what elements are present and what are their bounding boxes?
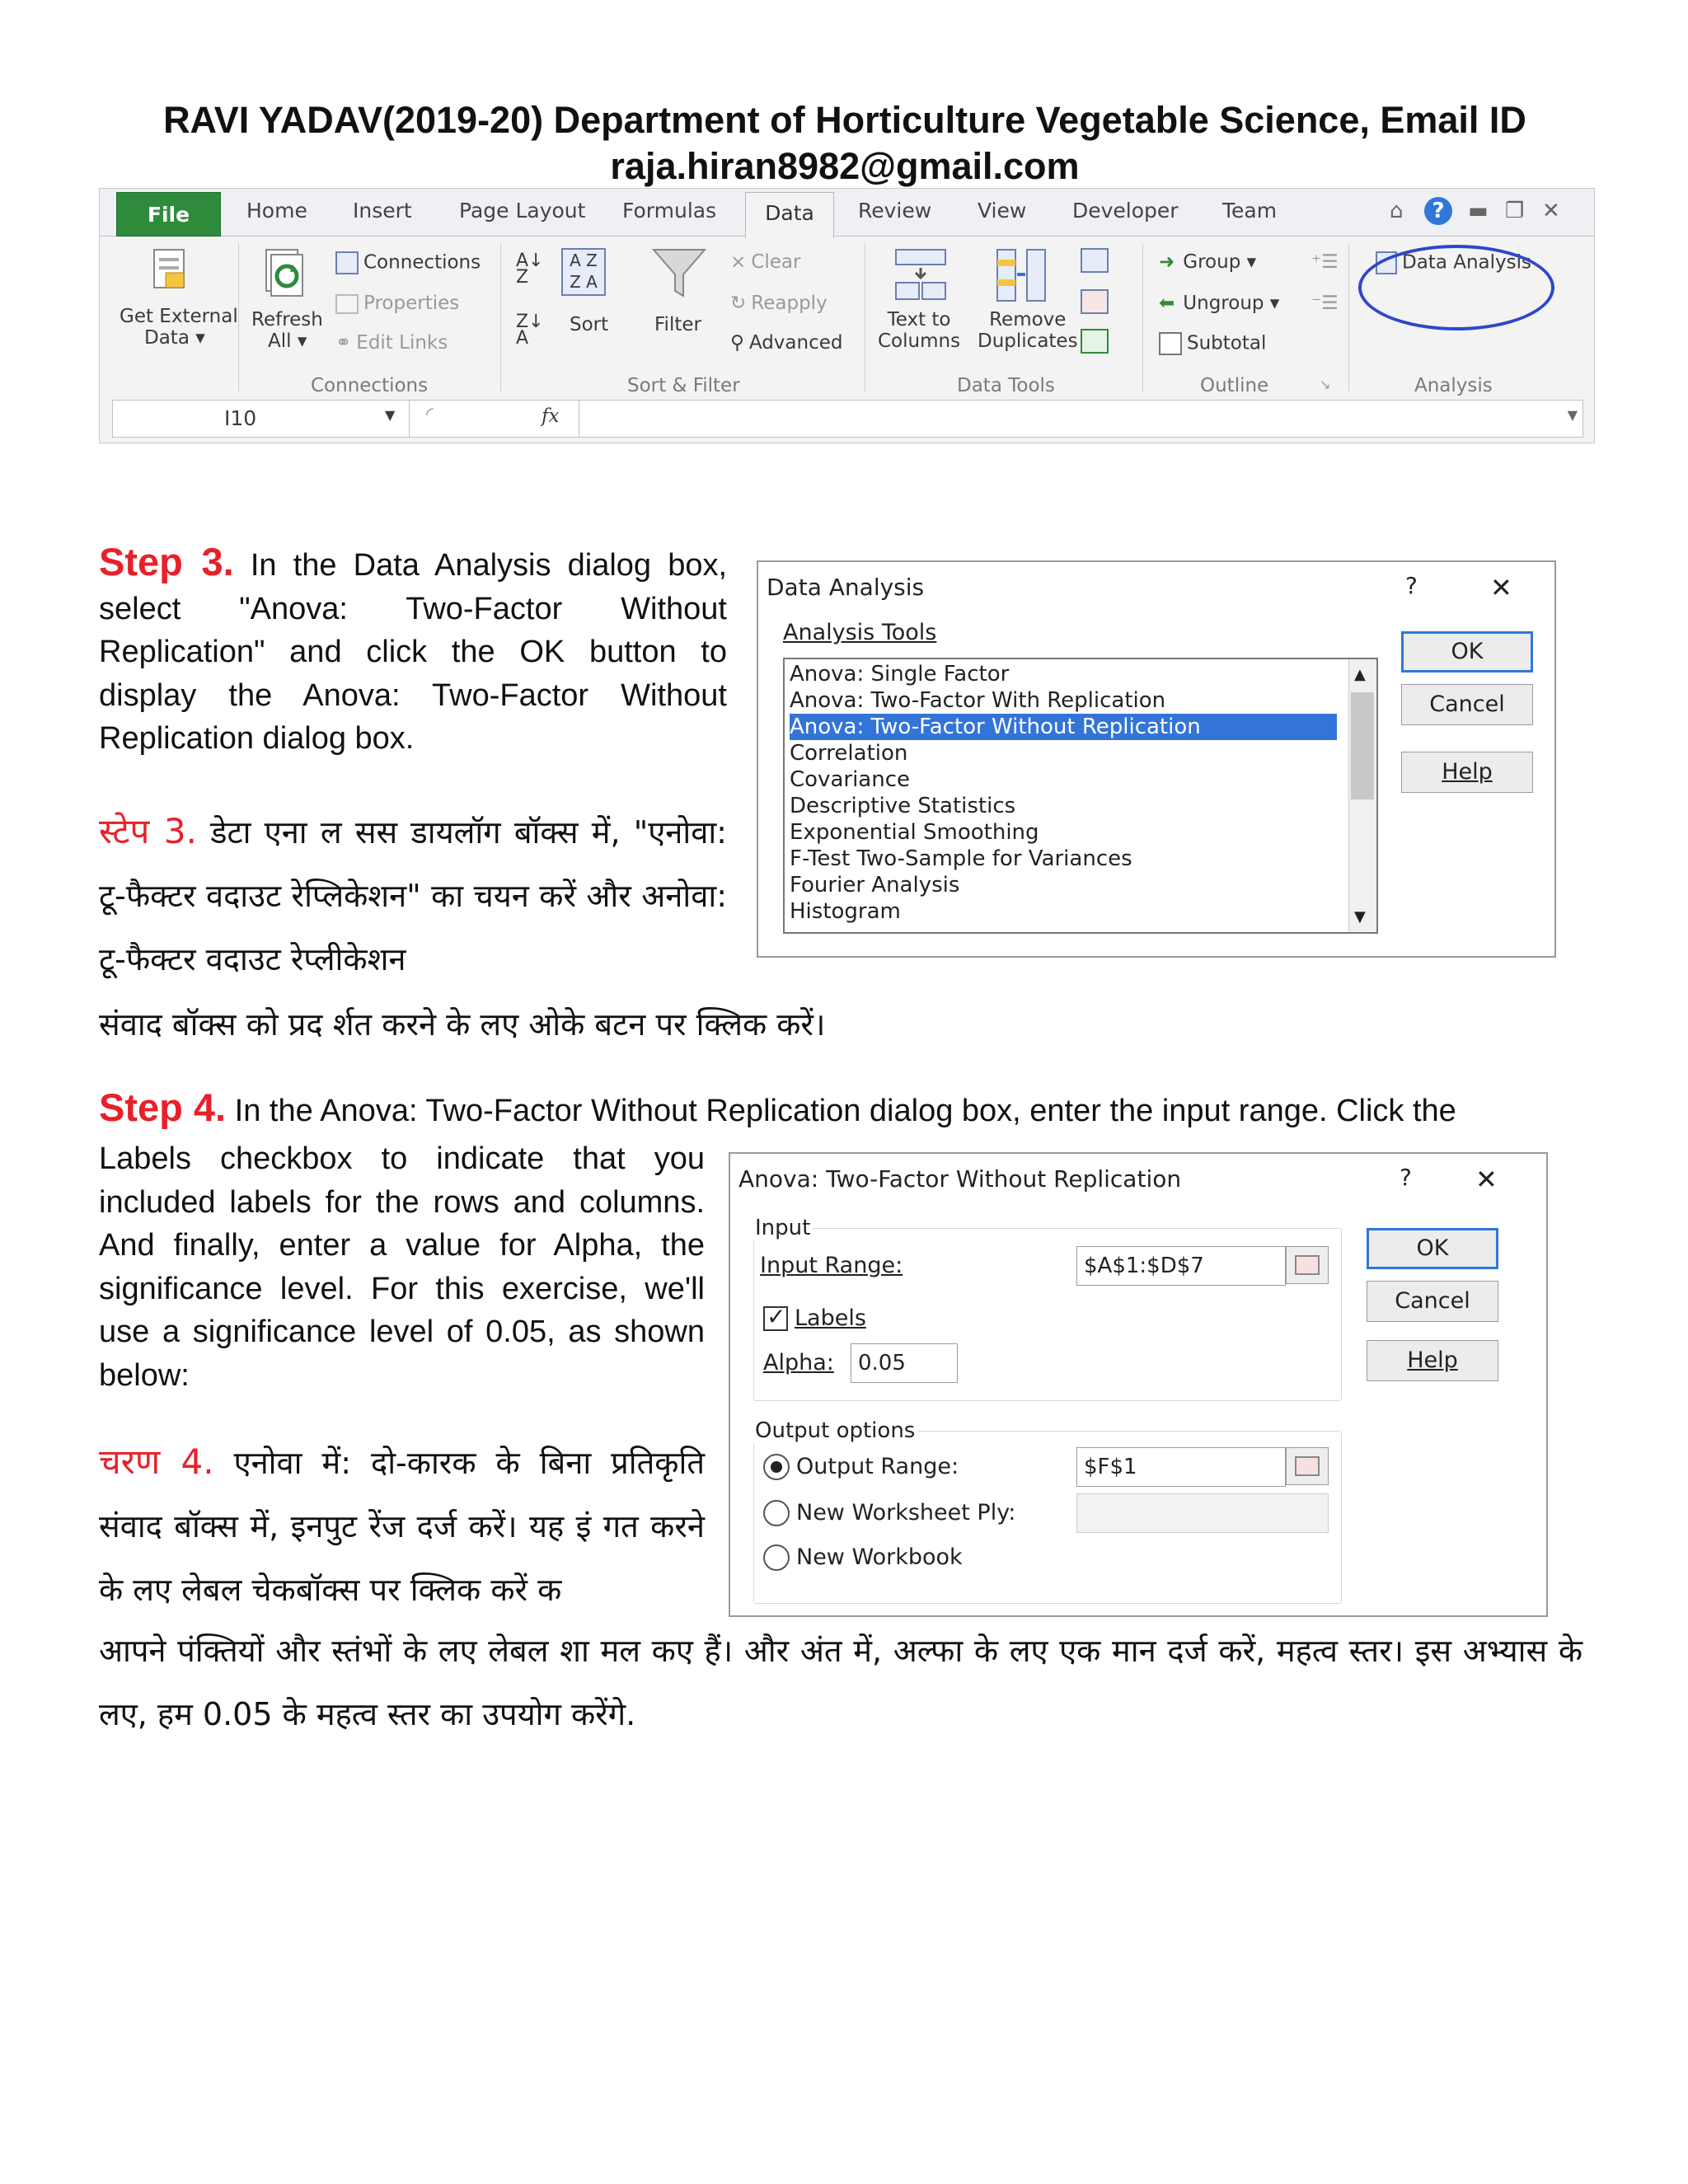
list-item[interactable]: Covariance [790,767,910,792]
get-external-data-icon [151,246,190,293]
dialog-title: Anova: Two-Factor Without Replication [738,1165,1182,1193]
tab-developer[interactable]: Developer [1072,199,1179,223]
scroll-up-icon[interactable]: ▲ [1354,666,1366,683]
tab-file[interactable]: File [116,192,221,237]
clear-button[interactable]: ⨯ Clear [730,251,801,273]
list-item[interactable]: Correlation [790,741,908,766]
dialog-close-icon[interactable]: ✕ [1475,1164,1498,1195]
clear-filter-icon: ⨯ [730,251,747,273]
labels-label: Labels [795,1305,866,1331]
scroll-thumb[interactable] [1351,692,1374,799]
formula-input[interactable] [588,404,1552,434]
cancel-button[interactable]: Cancel [1367,1281,1498,1322]
remove-duplicates-icon [994,246,1048,304]
dialog-help-icon[interactable]: ? [1400,1164,1412,1191]
sort-z-a-icon[interactable]: Z↓ A [516,312,544,349]
tab-home[interactable]: Home [246,199,307,223]
remove-duplicates-button[interactable]: Remove Duplicates [978,309,1078,352]
formula-expand-icon[interactable]: ◜ [426,404,434,425]
list-scrollbar[interactable] [1348,659,1376,932]
what-if-analysis-icon[interactable] [1081,329,1109,354]
ungroup-arrow-icon: ⬅ [1159,293,1175,314]
output-range-ref-button[interactable] [1286,1447,1329,1485]
new-worksheet-radio[interactable] [763,1500,790,1526]
get-external-data-button[interactable]: Get External Data ▾ [120,306,238,349]
outline-dialog-launcher-icon[interactable]: ↘ [1320,377,1331,392]
input-range-ref-button[interactable] [1286,1246,1329,1284]
range-select-icon [1295,1255,1320,1275]
name-box[interactable]: I10 [113,401,410,437]
step4-first-line [99,1086,1582,1133]
close-icon[interactable]: ✕ [1542,199,1560,223]
consolidate-icon[interactable] [1081,289,1109,314]
insert-function-icon[interactable]: fx [542,405,560,427]
sort-a-z-icon[interactable]: A↓ Z [516,251,544,288]
step4-label: Step 4. [99,1085,227,1129]
analysis-tools-label: Analysis Tools [783,620,937,645]
data-analysis-dialog [757,560,1556,958]
ok-button[interactable]: OK [1401,631,1533,673]
step3-paragraph [99,541,727,761]
new-workbook-label: New Workbook [796,1544,963,1570]
step4-paragraph: Labels checkbox to indicate that you included labels for the rows and columns. And finally, enter a value for Alpha, the significance level. For this exercise, we'll use a significance level of 0.05, as shown below: [99,1141,705,1393]
sort-filter-group-label: Sort & Filter [627,375,740,396]
edit-links-button[interactable]: ⚭ Edit Links [335,332,448,354]
group-button[interactable]: ➜ Group ▾ [1159,251,1257,273]
sort-button[interactable]: Sort [570,314,609,335]
list-item[interactable]: Exponential Smoothing [790,820,1039,845]
list-item[interactable]: Fourier Analysis [790,873,960,898]
step4-hindi-paragraph [99,1430,705,1622]
tab-formulas[interactable]: Formulas [622,199,717,223]
input-range-field[interactable]: $A$1:$D$7 [1076,1246,1286,1286]
tab-page-layout[interactable]: Page Layout [459,199,586,223]
connections-button[interactable]: Connections [335,251,481,274]
minimize-icon[interactable]: ▬ [1468,199,1489,223]
labels-checkbox[interactable] [763,1303,788,1331]
data-analysis-button[interactable]: Data Analysis [1376,251,1531,274]
properties-button[interactable]: Properties [335,293,459,314]
alpha-label: Alpha: [763,1350,834,1376]
alpha-field[interactable]: 0.05 [851,1343,958,1383]
tab-review[interactable]: Review [858,199,932,223]
properties-icon [335,294,359,314]
scroll-down-icon[interactable]: ▼ [1354,908,1366,926]
output-range-radio[interactable] [763,1454,790,1480]
step3-hindi-text: डेटा एना ल सस डायलॉग बॉक्स में, "एनोवा: टू-फैक्टर वदाउट रेप्लिकेशन" का चयन करें और अनोवा: टू-फैक्टर वदाउट रेप्लीकेशन [99,814,727,977]
list-item[interactable]: Histogram [790,899,901,924]
document-header [74,97,1615,190]
step3-text: In the Data Analysis dialog box, select "Anova: Two-Factor Without Replication" and click the OK button to display the Anova: Two-Factor Without Replication dialog box. [99,548,728,756]
step4-hindi-text: एनोवा में: दो-कारक के बिना प्रतिकृति संवाद बॉक्स में, इनपुट रेंज दर्ज करें। यह इं गत करने के लए लेबल चेकबॉक्स पर क्लिक करें क [99,1445,705,1608]
data-tools-group-label: Data Tools [957,375,1055,396]
range-select-icon [1295,1456,1320,1476]
header-email: raja.hiran8982@gmail.com [610,145,1080,187]
formula-bar-expand-icon[interactable]: ▼ [1567,407,1578,423]
chain-link-icon: ⚭ [335,332,352,354]
dialog-title: Data Analysis [767,574,925,601]
reapply-filter-icon: ↻ [730,293,747,314]
advanced-filter-button[interactable]: ⚲ Advanced [730,332,843,354]
list-item[interactable]: F-Test Two-Sample for Variances [790,846,1132,871]
help-button[interactable]: Help [1401,752,1533,793]
dialog-close-icon[interactable]: ✕ [1490,572,1512,603]
restore-icon[interactable]: ❐ [1505,199,1525,223]
subtotal-icon [1159,332,1182,355]
tab-view[interactable]: View [978,199,1027,223]
step3-label: Step 3. [99,540,234,583]
input-group-label: Input [753,1216,813,1240]
tab-data[interactable]: Data [745,192,834,238]
connections-icon [335,251,359,274]
new-worksheet-field[interactable] [1076,1493,1329,1533]
list-item[interactable]: Anova: Two-Factor With Replication [790,688,1166,713]
connections-group-label: Connections [311,375,429,396]
refresh-all-button[interactable]: Refresh All ▾ [251,309,323,352]
tab-team[interactable]: Team [1222,199,1278,223]
reapply-button[interactable]: ↻ Reapply [730,293,828,314]
header-line-1: RAVI YADAV(2019-20) Department of Horticulture Vegetable Science, Email ID [163,99,1526,141]
step3-hindi-continued: संवाद बॉक्स को प्रद र्शत करने के लए ओके बटन पर क्लिक करें। [99,1006,826,1043]
output-range-label: Output Range: [796,1454,959,1479]
step4-first-line-text: In the Anova: Two-Factor Without Replication dialog box, enter the input range. Click the [234,1094,1456,1128]
text-to-columns-button[interactable]: Text to Columns [878,309,961,352]
sort-icon: A Z Z A [561,248,606,296]
refresh-all-icon [261,248,306,302]
ok-button[interactable]: OK [1367,1228,1498,1269]
step4-hindi-continued: आपने पंक्तियों और स्तंभों के लए लेबल शा मल कए हैं। और अंत में, अल्फा के लए एक मान दर्ज करें, महत्व स्तर। इस अभ्यास के लए, हम 0.05 के महत्व स्तर का उपयोग करेंगे. [99,1633,1582,1732]
step3-hindi-label: स्टेप 3. [99,811,197,851]
step4-hindi-label: चरण 4. [99,1441,214,1482]
data-validation-icon[interactable] [1081,248,1109,273]
output-range-field[interactable]: $F$1 [1076,1447,1286,1487]
filter-button[interactable]: Filter [654,314,701,335]
list-item[interactable]: Anova: Single Factor [790,662,1010,687]
formula-bar [112,400,1583,438]
filter-icon [650,245,708,302]
hide-detail-icon[interactable]: ⁻☰ [1311,293,1339,314]
expand-ribbon-icon[interactable]: ⌂ [1390,199,1404,223]
ribbon-body [100,237,1594,396]
anova-dialog [729,1152,1548,1617]
input-range-label: Input Range: [760,1253,903,1278]
group-arrow-icon: ➜ [1159,251,1175,273]
data-analysis-highlight-circle [1358,245,1554,330]
checkmark-icon: ✓ [767,1303,786,1330]
analysis-tools-list[interactable] [783,658,1378,934]
text-to-columns-icon [893,246,949,304]
list-item[interactable]: Descriptive Statistics [790,794,1016,818]
help-icon[interactable]: ? [1424,197,1452,225]
step3-hindi-paragraph [99,799,727,991]
new-workbook-radio[interactable] [763,1544,790,1571]
dialog-help-icon[interactable]: ? [1405,572,1418,599]
excel-ribbon [99,188,1595,443]
output-options-label: Output options [753,1418,917,1443]
help-button[interactable]: Help [1367,1340,1498,1381]
name-box-dropdown-icon[interactable]: ▼ [385,407,396,423]
tab-insert[interactable]: Insert [353,199,412,223]
outline-group-label: Outline [1200,375,1269,396]
analysis-group-label: Analysis [1414,375,1493,396]
subtotal-button[interactable]: Subtotal [1159,332,1266,355]
cancel-button[interactable]: Cancel [1401,684,1533,725]
new-worksheet-label: New Worksheet Ply: [796,1500,1016,1526]
show-detail-icon[interactable]: ⁺☰ [1311,251,1339,273]
advanced-filter-icon: ⚲ [730,332,744,354]
list-item-selected[interactable]: Anova: Two-Factor Without Replication [790,714,1337,740]
ribbon-tabs [100,189,1594,237]
ungroup-button[interactable]: ⬅ Ungroup ▾ [1159,293,1280,314]
